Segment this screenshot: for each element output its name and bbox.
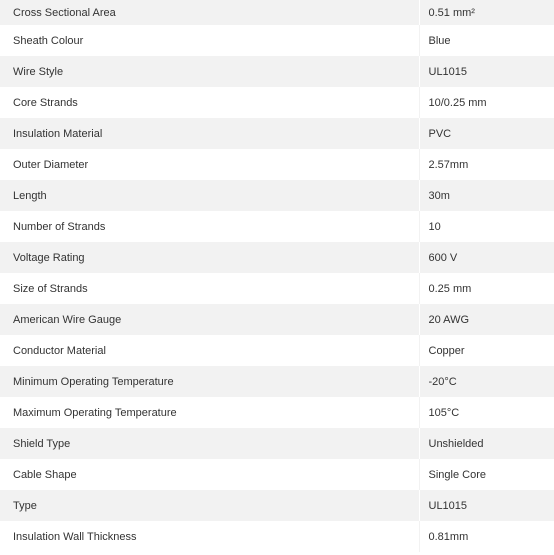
spec-value: UL1015 xyxy=(419,56,554,87)
spec-value: Blue xyxy=(419,25,554,56)
spec-value: 0.25 mm xyxy=(419,273,554,304)
spec-name: Outer Diameter xyxy=(0,149,419,180)
table-row xyxy=(0,366,554,397)
spec-value: 30m xyxy=(419,180,554,211)
spec-name: Number of Strands xyxy=(0,211,419,242)
spec-name: Type xyxy=(0,490,419,521)
spec-value: Unshielded xyxy=(419,428,554,459)
spec-name: Insulation Wall Thickness xyxy=(0,521,419,552)
table-row xyxy=(0,490,554,521)
spec-name: Cable Shape xyxy=(0,459,419,490)
spec-value: 0.81mm xyxy=(419,521,554,552)
spec-value: Single Core xyxy=(419,459,554,490)
spec-name: Insulation Material xyxy=(0,118,419,149)
table-row xyxy=(0,180,554,211)
spec-name: American Wire Gauge xyxy=(0,304,419,335)
spec-name: Sheath Colour xyxy=(0,25,419,56)
spec-name: Shield Type xyxy=(0,428,419,459)
table-row xyxy=(0,521,554,552)
table-row xyxy=(0,459,554,490)
spec-name: Maximum Operating Temperature xyxy=(0,397,419,428)
spec-name: Cross Sectional Area xyxy=(0,0,419,25)
table-row xyxy=(0,149,554,180)
spec-value: UL1015 xyxy=(419,490,554,521)
spec-value: -20°C xyxy=(419,366,554,397)
spec-name: Length xyxy=(0,180,419,211)
table-row xyxy=(0,56,554,87)
spec-value: 10 xyxy=(419,211,554,242)
table-row xyxy=(0,242,554,273)
table-row xyxy=(0,25,554,56)
table-row xyxy=(0,428,554,459)
table-row xyxy=(0,211,554,242)
spec-value: 20 AWG xyxy=(419,304,554,335)
spec-value: 2.57mm xyxy=(419,149,554,180)
spec-name: Voltage Rating xyxy=(0,242,419,273)
spec-value: 600 V xyxy=(419,242,554,273)
spec-value: 105°C xyxy=(419,397,554,428)
spec-value: Copper xyxy=(419,335,554,366)
spec-value: 10/0.25 mm xyxy=(419,87,554,118)
table-row xyxy=(0,304,554,335)
table-row xyxy=(0,118,554,149)
spec-name: Conductor Material xyxy=(0,335,419,366)
table-row xyxy=(0,335,554,366)
table-row xyxy=(0,273,554,304)
spec-name: Core Strands xyxy=(0,87,419,118)
spec-name: Minimum Operating Temperature xyxy=(0,366,419,397)
spec-name: Wire Style xyxy=(0,56,419,87)
spec-value: 0.51 mm² xyxy=(419,0,554,25)
table-row xyxy=(0,87,554,118)
table-row xyxy=(0,397,554,428)
spec-value: PVC xyxy=(419,118,554,149)
table-row xyxy=(0,0,554,25)
spec-name: Size of Strands xyxy=(0,273,419,304)
